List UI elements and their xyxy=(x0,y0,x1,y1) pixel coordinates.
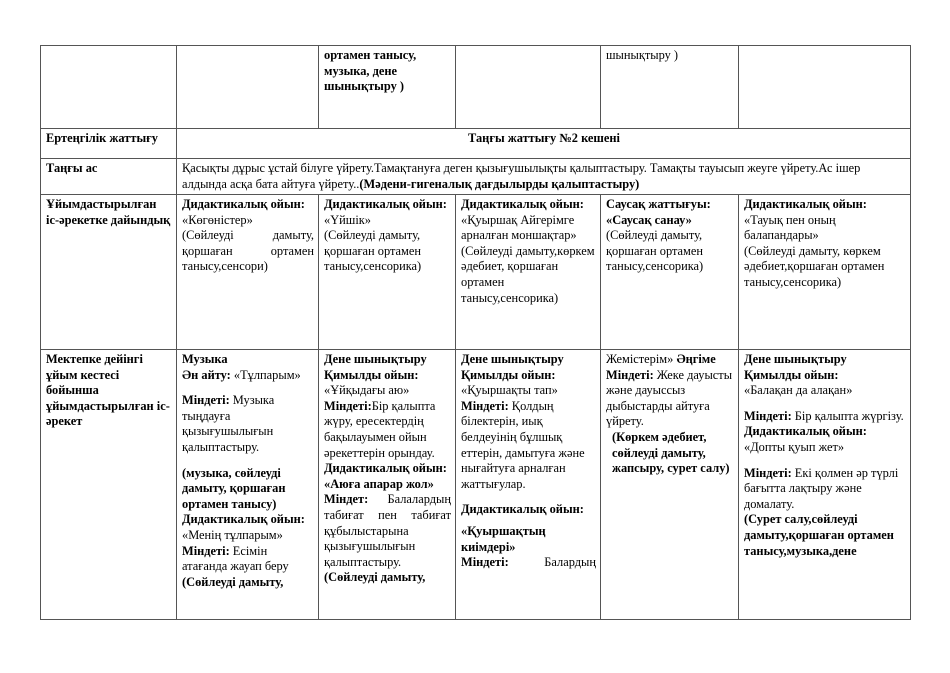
cell-empty xyxy=(739,46,911,129)
prep-cell-4: Саусақ жаттығуы: «Саусақ санау» (Сөйлеуді дамыту, қоршаған ортамен танысу,сенсорика) xyxy=(601,195,739,350)
prep-cell-3: Дидактикалық ойын: «Қуыршақ Айгерімге арналған моншақтар» (Сөйлеуді дамыту,көркем әдебиет, қоршаған ортамен танысу,сенсорика) xyxy=(456,195,601,350)
prep-cell-5: Дидактикалық ойын: «Тауық пен оның балапандары» (Сөйлеуді дамыту, көркем әдебиет,қоршаған ортамен танысу,сенсорика) xyxy=(739,195,911,350)
breakfast-cell: Қасықты дұрыс ұстай білуге үйрету.Тамақтануға деген қызығушылықты қалыптастыру. Тамақты тауысып жеуге үйрету.Ас ішер алдында асқа бата айтуға үйрету..(Мәдени-гигеналық дағдылырды қалыптастыру) xyxy=(177,159,911,195)
activity-cell-2: Дене шынықтыру Қимылды ойын: «Ұйқыдағы аю» Міндеті:Бір қалыпта жүру, ересектердің бақылауымен ойын әрекеттерін орындау. Дидактикалық ойын: «Аюға апарар жол» Міндет: Балалардың табиғат пен табиғат құбылыстарына қызығушылығын қалыптастыру. (Сөйлеуді дамыту, xyxy=(319,350,456,620)
row-breakfast xyxy=(41,159,911,195)
cell-r1-c5: шынықтыру ) xyxy=(601,46,739,129)
row-continuation xyxy=(41,46,911,129)
prep-cell-1: Дидактикалық ойын: «Көгөністер» (Сөйлеуді дамыту, қоршаған ортамен танысу,сенсори) xyxy=(177,195,319,350)
row-morning-exercise xyxy=(41,129,911,159)
cell-empty xyxy=(456,46,601,129)
row-preparation xyxy=(41,195,911,350)
activity-cell-4: Жемістерім» Әңгіме Міндеті: Жеке дауысты және дауыссыз дыбыстарды айтуға үйрету. (Көркем әдебиет, сөйлеуді дамыту, жапсыру, сурет салу) xyxy=(601,350,739,620)
cell-r1-c3: ортамен танысу, музыка, дене шынықтыру ) xyxy=(319,46,456,129)
row-label: Таңғы ас xyxy=(41,159,177,195)
cell-empty xyxy=(177,46,319,129)
cell-empty xyxy=(41,46,177,129)
activity-cell-1: Музыка Ән айту: «Тұлпарым» Міндеті: Музыка тыңдауға қызығушылығын қалыптастыру. (музыка, сөйлеуді дамыту, қоршаған ортамен танысу) Дидактикалық ойын: «Менің тұлпарым» Міндеті: Есімін атағанда жауап беру (Сөйлеуді дамыту, xyxy=(177,350,319,620)
exercise-cell: Таңғы жаттығу №2 кешені xyxy=(177,129,911,159)
prep-cell-2: Дидактикалық ойын: «Үйшік» (Сөйлеуді дамыту, қоршаған ортамен танысу,сенсорика) xyxy=(319,195,456,350)
activity-cell-5: Дене шынықтыру Қимылды ойын: «Балақан да алақан» Міндеті: Бір қалыпта жүргізу. Дидактикалық ойын: «Допты қуып жет» Міндеті: Екі қолмен әр түрлі бағытта лақтыру және домалату. (Сурет салу,сөйлеуді дамыту,қоршаған ортамен танысу,музыка,дене xyxy=(739,350,911,620)
row-label: Мектепке дейінгі ұйым кестесі бойынша ұйымдастырылған іс-әрекет xyxy=(41,350,177,620)
row-organized-activity xyxy=(41,350,911,620)
schedule-table xyxy=(40,45,911,620)
row-label: Ұйымдастырылған іс-әрекетке дайындық xyxy=(41,195,177,350)
activity-cell-3: Дене шынықтыру Қимылды ойын: «Қуыршақты тап» Міндеті: Қолдың білектерін, иық белдеуінің бұлшық еттерін, дамытуға және нығайтуға арналған жаттығулар. Дидактикалық ойын: «Қуыршақтың киімдері» Міндеті: Балардың xyxy=(456,350,601,620)
row-label: Ертеңгілік жаттығу xyxy=(41,129,177,159)
